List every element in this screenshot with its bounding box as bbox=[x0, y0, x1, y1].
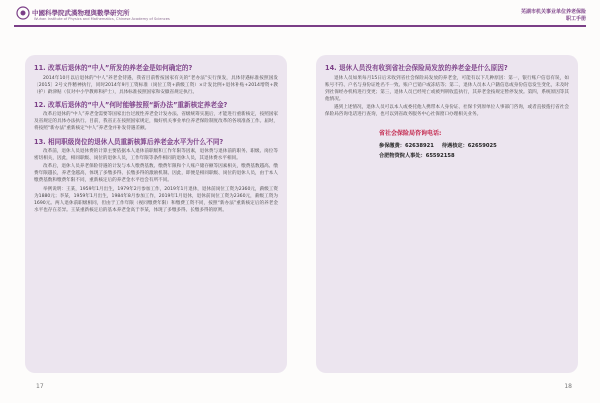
contact-title: 省社会保险局咨询电话: bbox=[379, 130, 442, 138]
question-14: 14. 退休人员没有收到省社会保险局发放的养老金是什么原因? bbox=[325, 64, 508, 72]
institute-name: 中國科學院武漢物理與數學研究所 bbox=[32, 9, 130, 17]
question-11: 11. 改革后退休的“中人”所发的养老金是如何确定的? bbox=[34, 64, 193, 72]
contact-box bbox=[379, 128, 499, 161]
right-page bbox=[300, 0, 600, 403]
contact-phone: 62638921 bbox=[404, 143, 434, 150]
answer-paragraph: 举例说明：王某，1959年1月出生，1979年2月参加工作，2019年1月退休，退休前岗位工资为2360元，薪级工资为1880元；李某，1959年1月出生，1984年8月参加工作，2019年1月退休，退休前岗位工资为2360元，薪级工资为1690元。两人退休前职级相同，但由于工作年限（视同缴费年限）和缴费工资不同，按照“新办法”重新核定后的养老金水平也存在差异。王某重新核定后的基本养老金高于李某，体现了多缴多得、长缴多得的原则。 bbox=[34, 186, 278, 213]
contact-phone: 62659025 bbox=[467, 143, 497, 150]
contact-phone: 65592158 bbox=[425, 153, 455, 160]
question-13: 13. 相同职级岗位的退休人员重新核算后养老金水平为什么不同? bbox=[34, 137, 224, 146]
question-12: 12. 改革后退休的“中人”何时能够按照“新办法”重新核定养老金? bbox=[34, 100, 228, 109]
page-number: 17 bbox=[36, 383, 44, 390]
contact-row bbox=[379, 141, 499, 151]
handbook-header bbox=[521, 8, 586, 22]
qa-panel-left bbox=[25, 55, 287, 373]
answer-paragraph: 退休人员如果每月15日后未收到省社会保险局发放的养老金，可能有以下几种原因：第一，银行账户信息有误，如账号不符、户名与身份证姓名不一致、账户已销户或冻结等；第二，退休人员本人户籍信息或身份信息发生变化，未及时到社保经办机构进行变更；第三，退休人员已经死亡或被判刑收监执行，其养老金按规定暂停发放。第四，系统原因等其他情况。 bbox=[325, 75, 569, 102]
answer-paragraph: 2014年10月以后退休的“中人”养老金待遇，我省目前暂按国家有关的“老办法”实行预发，具体待遇标准按照国发〔2015〕2号文件精神执行，同时2014年9月工资标准（岗位工资+薪级工资）×计发比例+退休补贴+2014增资+教（护）龄津贴（仅对中小学教师和护士），具体标准按照国家和安徽省规定执行。 bbox=[34, 75, 278, 95]
contact-row bbox=[379, 151, 499, 161]
answer-paragraph: 遇到上述情况，退休人员可以本人或委托他人携带本人身份证、社保卡到原单位人事部门咨询，或者直接拨打省社会保险局咨询电话进行查询，也可以到省政务服务中心社保窗口办理相关业务。 bbox=[325, 104, 569, 117]
contact-label: 参保缴费： bbox=[379, 143, 405, 150]
contact-label: 待遇核定： bbox=[441, 143, 468, 150]
institute-logo-icon bbox=[16, 6, 30, 20]
contact-label: 合肥物资院人事处： bbox=[379, 153, 426, 160]
answer-paragraph: 改革前，退休人员退休费的计算主要依据本人退休前职级和工作年限等因素，退休费与退休前的职务、职级、岗位等密切相关，因此，相同职级、岗位的退休人员，工作年限等条件相同的退休人员，其退休费水平相同。 bbox=[34, 149, 278, 162]
institute-english-name: Wuhan Institute of Physics and Mathematics, Chinese Academy of Sciences bbox=[34, 17, 170, 21]
header-divider bbox=[14, 25, 300, 27]
page-number: 18 bbox=[564, 383, 572, 390]
handbook-title: 芜湖市机关事业单位养老保险 bbox=[520, 9, 586, 15]
answer-paragraph: 改革后，退休人员养老保险待遇的计发与本人缴费基数、缴费年限和个人账户储存额等因素相关，缴费基数越高、缴费年限越长，养老金越高，体现了多缴多得、长缴多得的激励机制。因此，即便是相同职级、岗位的退休人员，由于本人缴费基数和缴费年限不同，重新核定后的养老金水平也会有所不同。 bbox=[34, 164, 278, 184]
qa-panel-right bbox=[316, 55, 578, 373]
answer-paragraph: 改革后退休的“中人”养老金需要等国家出台过渡性养老金计发办法、省级统筹实施后，才能进行重新核定，按照国家及省规定的具体办法执行。目前，我省正在按照国家规定，做好机关事业单位养老保险制度改革的各项准备工作。届时，将按照“新办法”重新核定“中人”养老金并补发待遇差额。 bbox=[34, 112, 278, 132]
header-divider bbox=[300, 25, 586, 27]
handbook-subtitle: 职工手册 bbox=[565, 16, 586, 22]
